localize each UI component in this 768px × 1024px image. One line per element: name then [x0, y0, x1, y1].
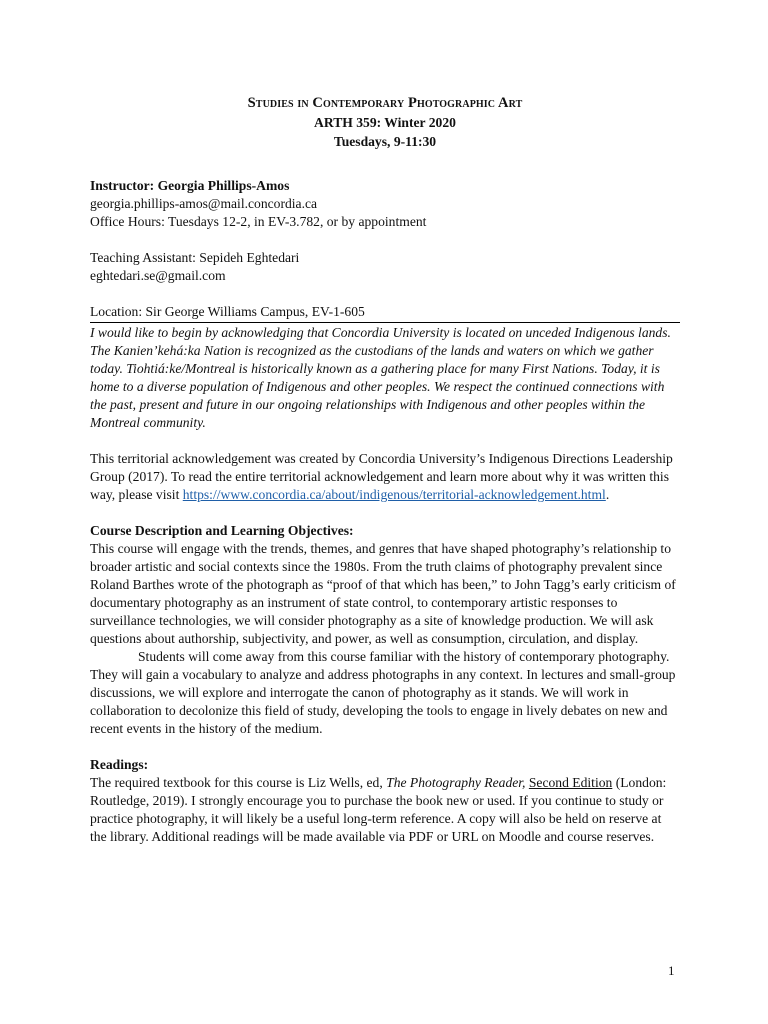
syllabus-page: [90, 94, 680, 846]
acknowledgement-link[interactable]: https://www.concordia.ca/about/indigenous/territorial-acknowledgement.html: [182, 487, 606, 502]
course-schedule: Tuesdays, 9-11:30: [333, 134, 437, 149]
course-description-paragraph: This course will engage with the trends, themes, and genres that have shaped photography’s relationship to broader artistic and social contexts since the 1980s. From the truth claims of photography prevalent since Roland Barthes wrote of the photograph as “proof of that which has been,” to John Tagg’s early criticism of documentary photography as an instrument of state control, to contemporary artistic responses to surveillance technologies, we will consider photography as a site of knowledge production. We will ask questions about authorship, subjectivity, and power, as well as consumption, circulation, and display.: [90, 541, 676, 646]
acknowledgement-note: [90, 450, 680, 504]
course-description-heading: Course Description and Learning Objectives:: [90, 523, 354, 538]
page-number: 1: [668, 963, 675, 978]
ta-block: [90, 249, 680, 285]
instructor-name: Instructor: Georgia Phillips-Amos: [90, 178, 290, 193]
readings-text-start: The required textbook for this course is Liz Wells, ed,: [90, 775, 387, 790]
textbook-title: The Photography Reader,: [386, 775, 526, 790]
ack-note-text: This territorial acknowledgement was created by Concordia University’s Indigenous Directions Leadership Group (2017). To read the entire territorial acknowledgement and learn more about why it was written this way, please visit: [90, 451, 673, 502]
ta-name: Teaching Assistant: Sepideh Eghtedari: [90, 250, 300, 265]
land-acknowledgement: I would like to begin by acknowledging that Concordia University is located on unceded Indigenous lands. The Kanien’kehá:ka Nation is recognized as the custodians of the lands and waters on which we gather today. Tiohtiá:ke/Montreal is historically known as a gathering place for many First Nations. Today, it is home to a diverse population of Indigenous and other peoples. We respect the continued connections with the past, present and future in our ongoing relationships with Indigenous and other peoples within the Montreal community.: [90, 325, 671, 430]
readings-heading: Readings:: [90, 757, 149, 772]
ack-note-end: .: [605, 487, 610, 502]
class-location: Location: Sir George Williams Campus, EV-1-605: [90, 303, 680, 323]
instructor-block: [90, 177, 680, 231]
textbook-edition: Second Edition: [528, 775, 613, 790]
office-hours: Office Hours: Tuesdays 12-2, in EV-3.782, or by appointment: [90, 214, 427, 229]
course-header: [90, 94, 680, 151]
course-title: Studies in Contemporary Photographic Art: [247, 95, 523, 111]
course-code: ARTH 359: Winter 2020: [314, 115, 456, 130]
ta-email: eghtedari.se@gmail.com: [90, 268, 226, 283]
instructor-email: georgia.phillips-amos@mail.concordia.ca: [90, 196, 318, 211]
readings-paragraph: [90, 774, 680, 846]
readings-text-end: (London: Routledge, 2019). I strongly encourage you to purchase the book new or used. If you continue to study or practice photography, it will likely be a useful long-term reference. A copy will also be held on reserve at the library. Additional readings will be made available via PDF or URL on Moodle and course reserves.: [90, 775, 667, 844]
learning-objectives-paragraph: Students will come away from this course familiar with the history of contemporary photography. They will gain a vocabulary to analyze and address photographs in any context. In lectures and small-group discussions, we will explore and interrogate the canon of photography as it stands. We will work in collaboration to decolonize this field of study, developing the tools to engage in lively debates on new and recent events in the history of the medium.: [90, 649, 676, 736]
